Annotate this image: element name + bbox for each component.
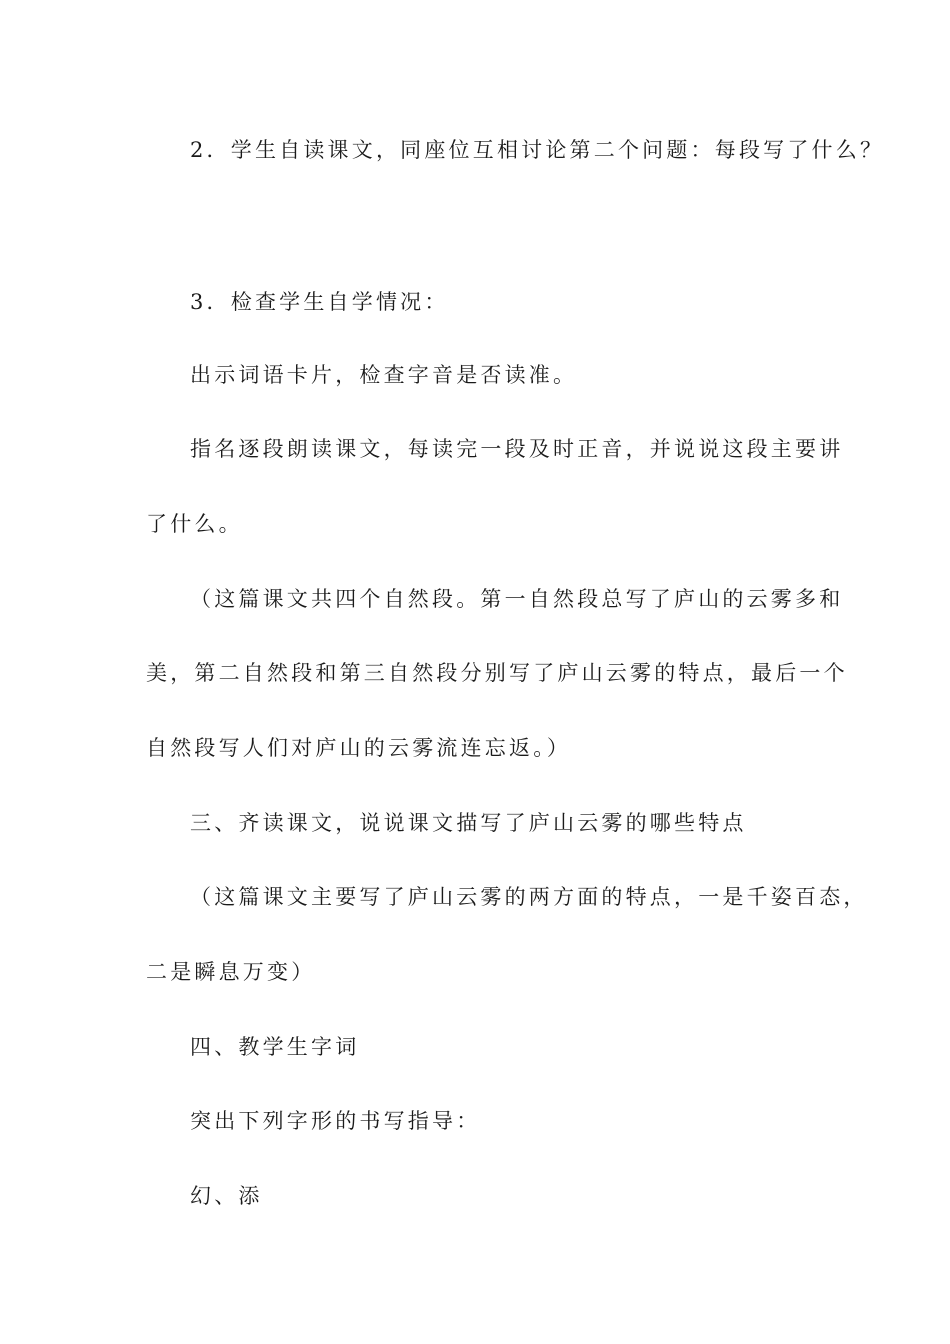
section-heading-3: 三、齐读课文，说说课文描写了庐山云雾的哪些特点 [190,811,747,835]
paragraph-characters: 幻、添 [190,1184,263,1208]
section-heading-4: 四、教学生字词 [190,1035,360,1059]
paragraph-note-1-line-1: （这篇课文共四个自然段。第一自然段总写了庐山的云雾多和 [190,587,844,611]
paragraph-note-1-line-2: 美，第二自然段和第三自然段分别写了庐山云雾的特点，最后一个 [146,661,848,685]
paragraph-read-aloud-line-2: 了什么。 [146,512,243,536]
paragraph-note-2-line-2: 二是瞬息万变） [146,960,316,984]
paragraph-step-2: 2．学生自读课文，同座位互相讨论第二个问题：每段写了什么？ [190,138,885,162]
paragraph-read-aloud-line-1: 指名逐段朗读课文，每读完一段及时正音，并说说这段主要讲 [190,437,844,461]
paragraph-word-cards: 出示词语卡片，检查字音是否读准。 [190,363,578,387]
paragraph-note-1-line-3: 自然段写人们对庐山的云雾流连忘返。） [146,736,572,760]
paragraph-note-2-line-1: （这篇课文主要写了庐山云雾的两方面的特点，一是千姿百态， [190,885,868,909]
paragraph-step-3: 3．检查学生自学情况： [190,290,449,314]
paragraph-writing-guidance: 突出下列字形的书写指导： [190,1109,481,1133]
